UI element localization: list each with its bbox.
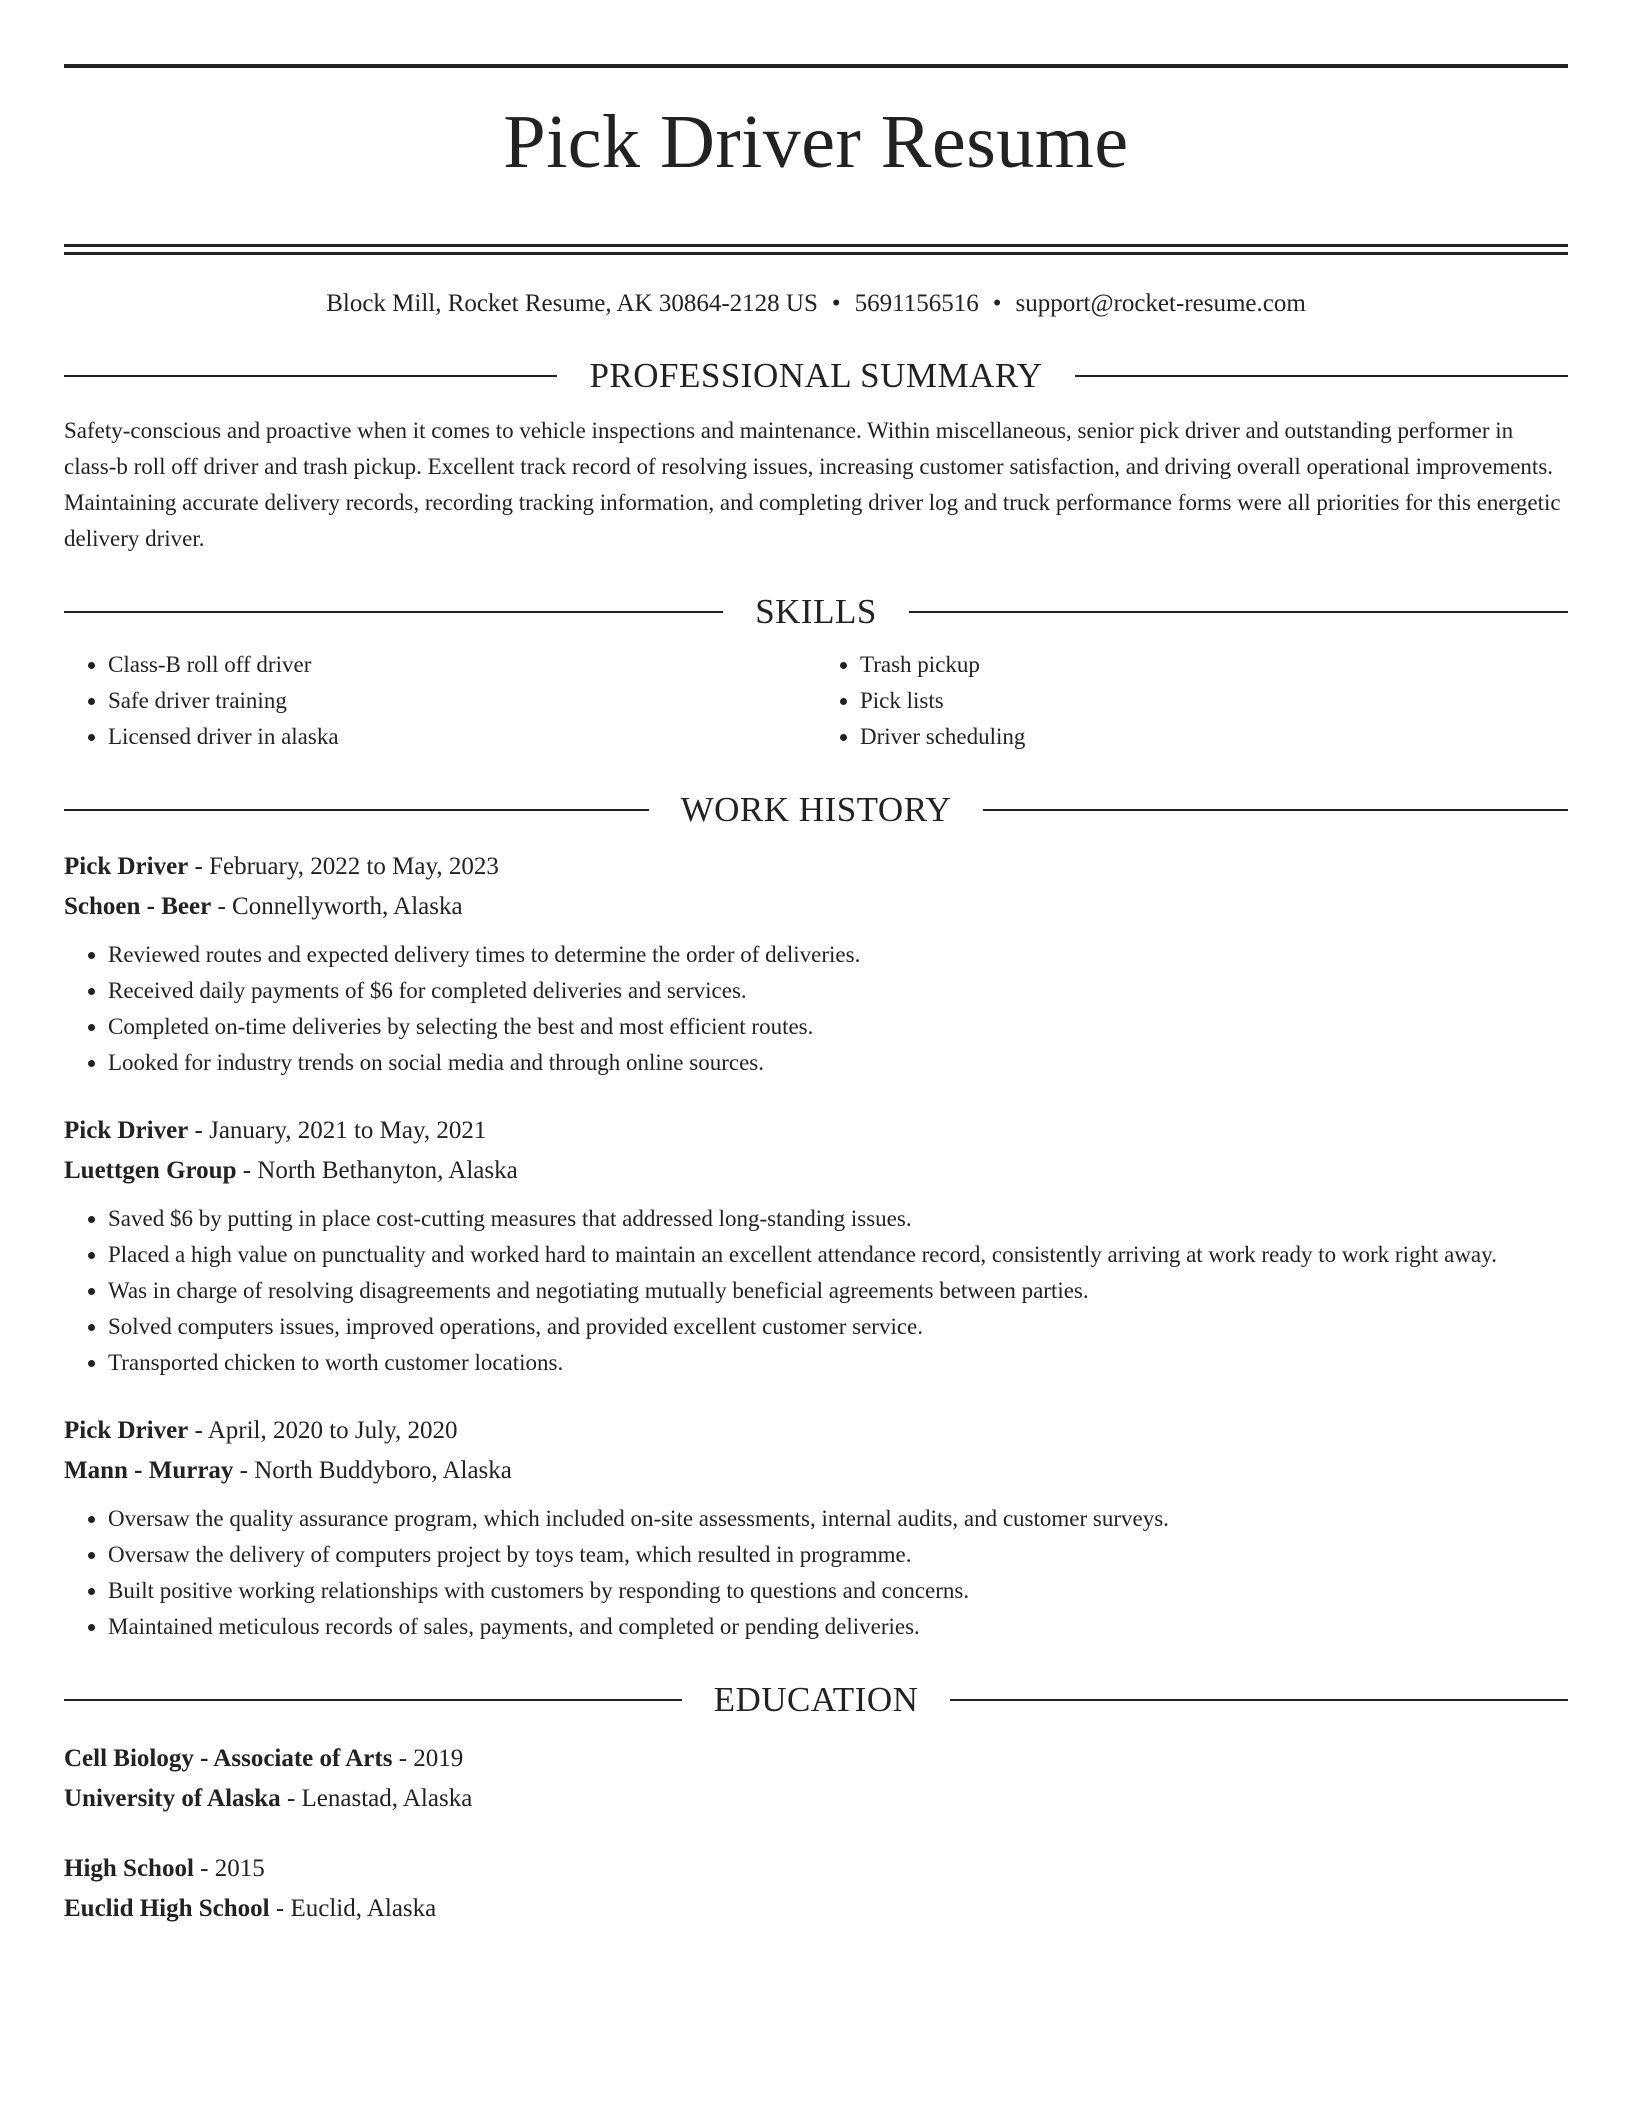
- job-location: - Connellyworth, Alaska: [211, 893, 463, 920]
- job-location: - North Bethanyton, Alaska: [236, 1157, 518, 1184]
- section-title: WORK HISTORY: [680, 790, 952, 829]
- job-bullet: • Solved computers issues, improved operations, and provided excellent customer service.: [108, 1309, 1568, 1345]
- job-title-line: [64, 1411, 1568, 1451]
- job-bullets: [64, 1201, 1568, 1381]
- job-bullets: [64, 937, 1568, 1081]
- education-school: University of Alaska: [64, 1785, 281, 1812]
- contact-separator: •: [992, 290, 1002, 317]
- skills-column-right: [816, 647, 1568, 755]
- education-year: - 2015: [193, 1855, 265, 1882]
- job-title: Pick Driver: [64, 1117, 189, 1144]
- section-title: PROFESSIONAL SUMMARY: [589, 356, 1043, 395]
- job-entry: [64, 1411, 1568, 1645]
- job-bullet: • Reviewed routes and expected delivery times to determine the order of deliveries.: [108, 937, 1568, 973]
- job-bullet: • Oversaw the quality assurance program, which included on-site assessments, internal audits, and customer surveys.: [108, 1501, 1568, 1537]
- job-dates: - January, 2021 to May, 2021: [188, 1117, 487, 1144]
- section-title: EDUCATION: [713, 1680, 919, 1719]
- job-company-line: [64, 1451, 1568, 1491]
- job-company: Mann - Murray: [64, 1457, 234, 1484]
- summary-text: Safety-conscious and proactive when it comes to vehicle inspections and maintenance. Within miscellaneous, senior pick driver and outstanding performer in class-b roll off driver and trash pickup. Excellent track record of resolving issues, increasing customer satisfaction, and driving overall operational improvements. Maintaining accurate delivery records, recording tracking information, and completing driver log and truck performance forms were all priorities for this energetic delivery driver.: [64, 418, 1561, 551]
- contact-address: Block Mill, Rocket Resume, AK 30864-2128 US: [326, 290, 818, 317]
- top-rule: [64, 64, 1568, 68]
- job-company: Luettgen Group: [64, 1157, 237, 1184]
- job-bullet: • Maintained meticulous records of sales, payments, and completed or pending deliveries.: [108, 1609, 1568, 1645]
- heading-rule: [1075, 375, 1568, 377]
- job-bullet: • Saved $6 by putting in place cost-cutting measures that addressed long-standing issues.: [108, 1201, 1568, 1237]
- job-company-line: [64, 887, 1568, 927]
- job-dates: - April, 2020 to July, 2020: [188, 1417, 458, 1444]
- job-entry: [64, 847, 1568, 1081]
- job-bullet: • Completed on-time deliveries by selecting the best and most efficient routes.: [108, 1009, 1568, 1045]
- job-title-line: [64, 847, 1568, 887]
- job-bullet: • Received daily payments of $6 for completed deliveries and services.: [108, 973, 1568, 1009]
- education-degree: Cell Biology - Associate of Arts: [64, 1745, 393, 1772]
- skills-column-left: [64, 647, 816, 755]
- education-degree-line: [64, 1739, 1568, 1779]
- contact-phone: 5691156516: [854, 290, 979, 317]
- education-school-line: [64, 1889, 1568, 1929]
- section-title: SKILLS: [755, 592, 877, 631]
- skill-item: • Class-B roll off driver: [108, 647, 816, 683]
- job-bullet: • Transported chicken to worth customer locations.: [108, 1345, 1568, 1381]
- job-bullet: • Was in charge of resolving disagreements and negotiating mutually beneficial agreements between parties.: [108, 1273, 1568, 1309]
- contact-email: support@rocket-resume.com: [1015, 290, 1306, 317]
- education-location: - Lenastad, Alaska: [280, 1785, 473, 1812]
- title-double-rule: [64, 244, 1568, 255]
- section-heading-work-history: [64, 785, 1568, 835]
- contact-line: [64, 291, 1568, 321]
- job-company-line: [64, 1151, 1568, 1191]
- job-bullets: [64, 1501, 1568, 1645]
- education-entry: [64, 1849, 1568, 1929]
- job-bullet: • Looked for industry trends on social media and through online sources.: [108, 1045, 1568, 1081]
- section-heading-summary: [64, 351, 1568, 401]
- contact-separator: •: [831, 290, 841, 317]
- job-entry: [64, 1111, 1568, 1381]
- education-location: - Euclid, Alaska: [269, 1895, 437, 1922]
- heading-rule: [64, 611, 723, 613]
- heading-rule: [64, 375, 557, 377]
- education-school-line: [64, 1779, 1568, 1819]
- job-title: Pick Driver: [64, 1417, 189, 1444]
- job-location: - North Buddyboro, Alaska: [233, 1457, 512, 1484]
- job-bullet: • Built positive working relationships with customers by responding to questions and concerns.: [108, 1573, 1568, 1609]
- heading-rule: [983, 809, 1568, 811]
- skill-item: • Safe driver training: [108, 683, 816, 719]
- job-bullet: • Oversaw the delivery of computers project by toys team, which resulted in programme.: [108, 1537, 1568, 1573]
- heading-rule: [64, 1699, 682, 1701]
- education-degree: High School: [64, 1855, 194, 1882]
- education-school: Euclid High School: [64, 1895, 270, 1922]
- job-dates: - February, 2022 to May, 2023: [188, 853, 499, 880]
- section-heading-education: [64, 1675, 1568, 1725]
- education-degree-line: [64, 1849, 1568, 1889]
- education-year: - 2019: [392, 1745, 464, 1772]
- heading-rule: [64, 809, 649, 811]
- resume-title: Pick Driver Resume: [503, 100, 1129, 184]
- section-heading-skills: [64, 587, 1568, 637]
- skill-item: • Driver scheduling: [860, 719, 1568, 755]
- job-company: Schoen - Beer: [64, 893, 212, 920]
- skills-list: [64, 647, 1568, 755]
- heading-rule: [950, 1699, 1568, 1701]
- education-entry: [64, 1739, 1568, 1819]
- job-bullet: • Placed a high value on punctuality and worked hard to maintain an excellent attendance record, consistently arriving at work ready to work right away.: [108, 1237, 1568, 1273]
- job-title-line: [64, 1111, 1568, 1151]
- skill-item: • Trash pickup: [860, 647, 1568, 683]
- job-title: Pick Driver: [64, 853, 189, 880]
- skill-item: • Licensed driver in alaska: [108, 719, 816, 755]
- resume-page: [64, 64, 1568, 1929]
- skill-item: • Pick lists: [860, 683, 1568, 719]
- heading-rule: [909, 611, 1568, 613]
